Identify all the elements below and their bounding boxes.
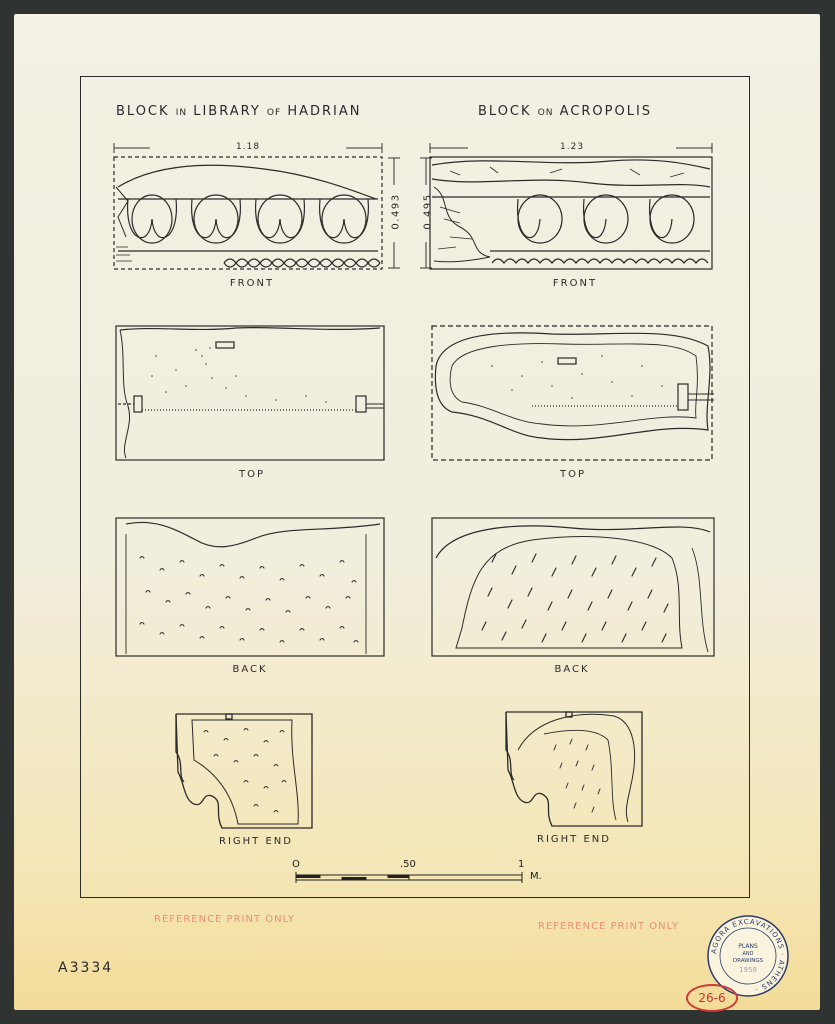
svg-text:AGORA EXCAVATIONS · ATHENS ·: AGORA EXCAVATIONS · ATHENS · — [710, 917, 787, 994]
svg-text:PLANS: PLANS — [738, 943, 758, 950]
scale-label-zero: O — [292, 859, 300, 870]
caption-top-right: TOP — [559, 469, 586, 480]
caption-back-left: BACK — [232, 664, 268, 675]
height-dimension-right: 0.495 — [422, 193, 434, 230]
catalog-number: A3334 — [58, 960, 114, 976]
sheet-tag-stamp: 26-6 — [686, 984, 738, 1012]
right-end-view-right — [504, 710, 646, 828]
back-view-right — [432, 518, 716, 658]
front-view-right — [430, 157, 714, 271]
scale-label-one: 1 — [518, 859, 525, 870]
width-dimension-left: 1.18 — [236, 142, 261, 152]
top-view-right — [432, 326, 716, 462]
title-left: BLOCK IN LIBRARY OF HADRIAN — [116, 104, 362, 119]
caption-top-left: TOP — [238, 469, 265, 480]
caption-end-left: RIGHT END — [219, 836, 293, 847]
reference-stamp-right: REFERENCE PRINT ONLY — [538, 921, 679, 932]
width-dimension-right: 1.23 — [560, 142, 585, 152]
svg-text:DRAWINGS: DRAWINGS — [732, 958, 764, 964]
height-dimension-left: 0.493 — [390, 193, 402, 230]
front-view-left — [114, 157, 384, 271]
right-end-view-left — [174, 712, 316, 830]
back-view-left — [116, 518, 386, 658]
svg-text:AND: AND — [742, 951, 754, 957]
scale-label-half: .50 — [400, 859, 416, 870]
caption-front-right: FRONT — [552, 278, 598, 289]
caption-back-right: BACK — [554, 664, 590, 675]
caption-front-left: FRONT — [229, 278, 275, 289]
caption-end-right: RIGHT END — [537, 834, 611, 845]
scale-bar — [294, 872, 526, 884]
top-view-left — [116, 326, 386, 462]
svg-text:1958: 1958 — [739, 966, 757, 974]
title-right: BLOCK ON ACROPOLIS — [478, 104, 653, 119]
reference-stamp-left: REFERENCE PRINT ONLY — [154, 914, 295, 925]
scale-label-unit: M. — [530, 871, 542, 882]
